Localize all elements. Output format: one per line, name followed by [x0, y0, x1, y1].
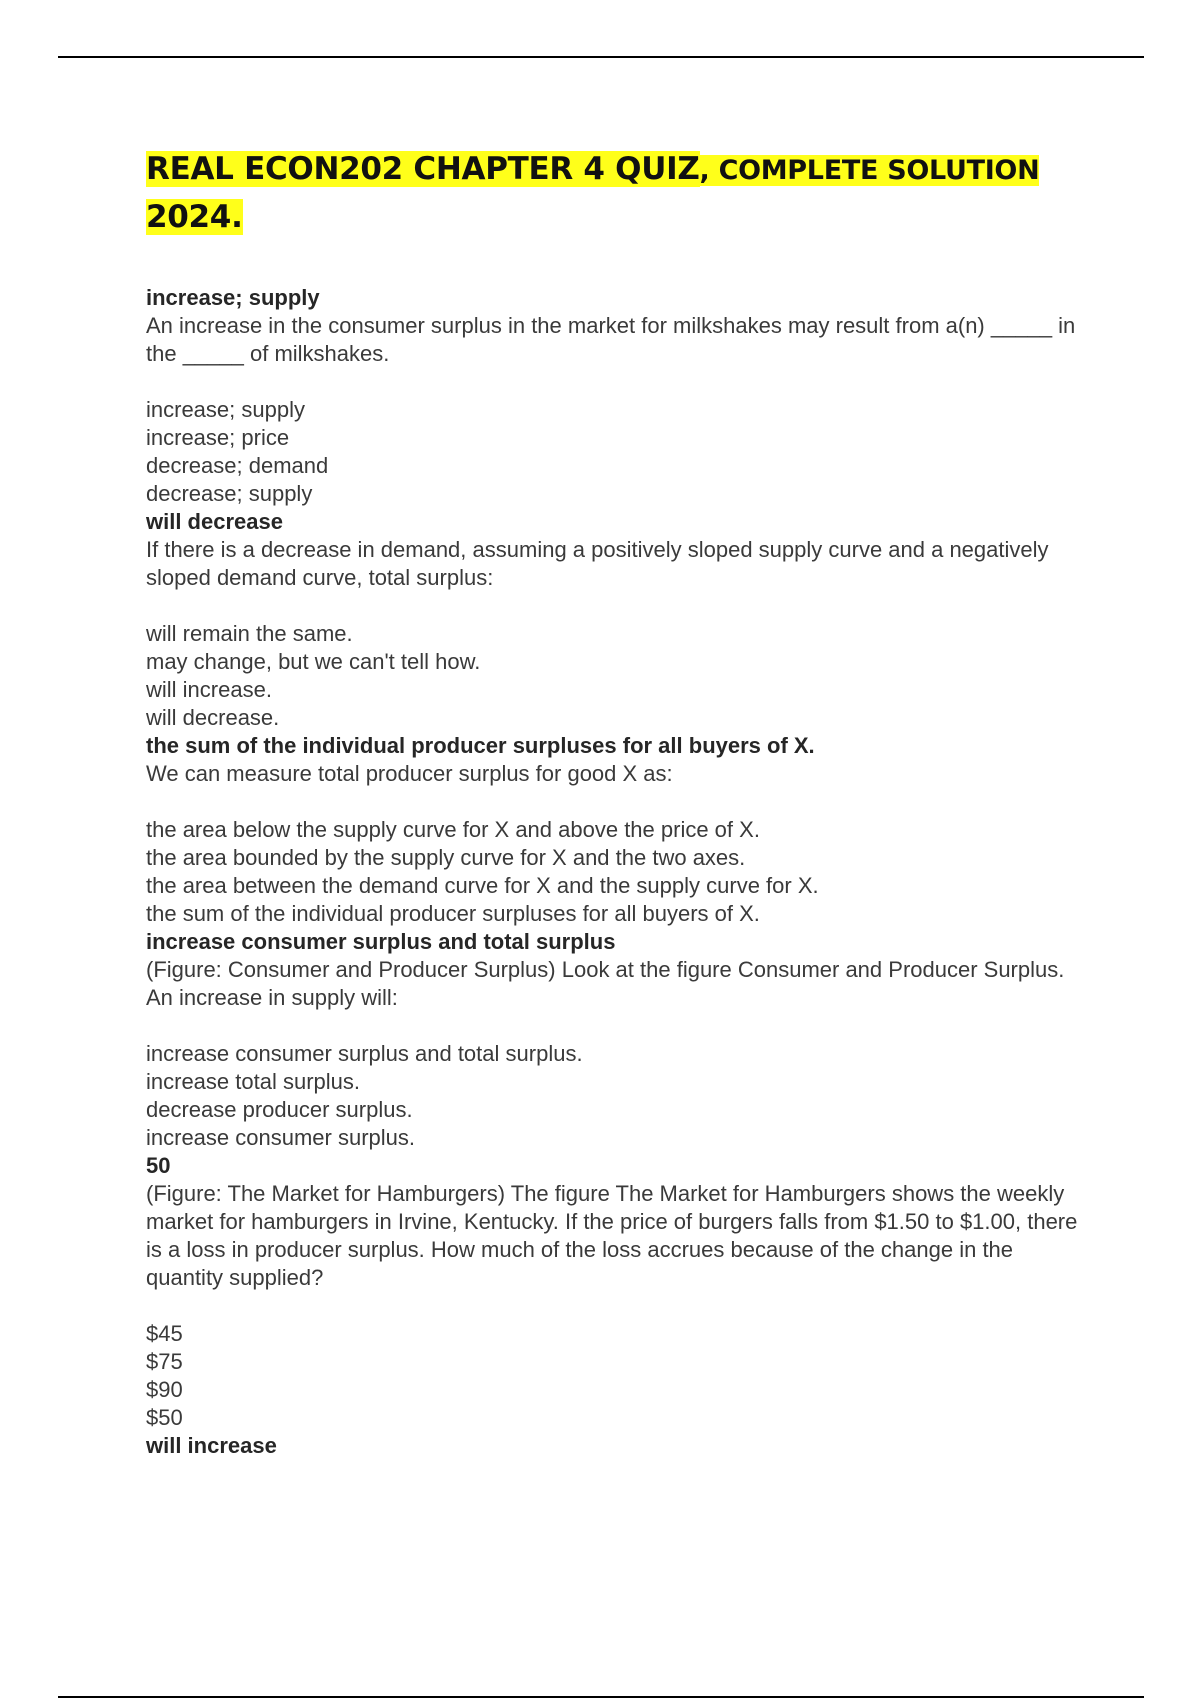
quiz-item [146, 1152, 1086, 1432]
option-item: will remain the same. [146, 621, 353, 646]
option-item: decrease; supply [146, 481, 313, 506]
option-item: $50 [146, 1405, 183, 1430]
question-text: An increase in the consumer surplus in the market for milkshakes may result from a(n) _____ in the _____ of milkshakes. [146, 313, 1076, 366]
option-item: the sum of the individual producer surpluses for all buyers of X. [146, 901, 760, 926]
option-list [146, 1320, 1086, 1432]
option-list [146, 1040, 1086, 1152]
quiz-item [146, 928, 1086, 1152]
answer-text: the sum of the individual producer surpluses for all buyers of X. [146, 733, 815, 758]
document-title [146, 146, 1086, 240]
answer-text: will decrease [146, 509, 283, 534]
option-item: $75 [146, 1349, 183, 1374]
option-item: $45 [146, 1321, 183, 1346]
answer-text: increase; supply [146, 285, 320, 310]
title-main: REAL ECON202 CHAPTER 4 QUIZ [146, 151, 700, 187]
option-item: increase; supply [146, 397, 305, 422]
option-list [146, 816, 1086, 928]
title-year: 2024. [146, 199, 243, 235]
option-item: decrease; demand [146, 453, 329, 478]
question-text: We can measure total producer surplus for good X as: [146, 761, 673, 786]
option-item: decrease producer surplus. [146, 1097, 413, 1122]
answer-text: increase consumer surplus and total surplus [146, 929, 616, 954]
option-item: increase total surplus. [146, 1069, 360, 1094]
question-text: (Figure: Consumer and Producer Surplus) Look at the figure Consumer and Producer Surplus. An increase in supply will: [146, 957, 1065, 1010]
option-item: will increase. [146, 677, 272, 702]
option-item: increase; price [146, 425, 290, 450]
question-text: If there is a decrease in demand, assuming a positively sloped supply curve and a negatively sloped demand curve, total surplus: [146, 537, 1049, 590]
question-text: (Figure: The Market for Hamburgers) The figure The Market for Hamburgers shows the weekly market for hamburgers in Irvine, Kentucky. If the price of burgers falls from $1.50 to $1.00, there is a loss in producer surplus. How much of the loss accrues because of the change in the quantity supplied? [146, 1181, 1078, 1290]
option-item: the area below the supply curve for X and above the price of X. [146, 817, 760, 842]
top-rule [58, 56, 1144, 58]
trailing-answer-text: will increase [146, 1433, 277, 1458]
option-item: the area bounded by the supply curve for X and the two axes. [146, 845, 746, 870]
option-item: increase consumer surplus. [146, 1125, 416, 1150]
title-suffix: , COMPLETE SOLUTION [699, 155, 1040, 186]
option-item: may change, but we can't tell how. [146, 649, 481, 674]
page-content [146, 146, 1086, 1460]
answer-text: 50 [146, 1153, 171, 1178]
option-item: $90 [146, 1377, 183, 1402]
quiz-item [146, 508, 1086, 732]
quiz-item [146, 284, 1086, 508]
option-list [146, 396, 1086, 508]
option-item: will decrease. [146, 705, 280, 730]
quiz-body [146, 284, 1086, 1460]
option-list [146, 620, 1086, 732]
option-item: the area between the demand curve for X and the supply curve for X. [146, 873, 819, 898]
quiz-item [146, 732, 1086, 928]
bottom-rule [58, 1696, 1144, 1698]
option-item: increase consumer surplus and total surplus. [146, 1041, 583, 1066]
